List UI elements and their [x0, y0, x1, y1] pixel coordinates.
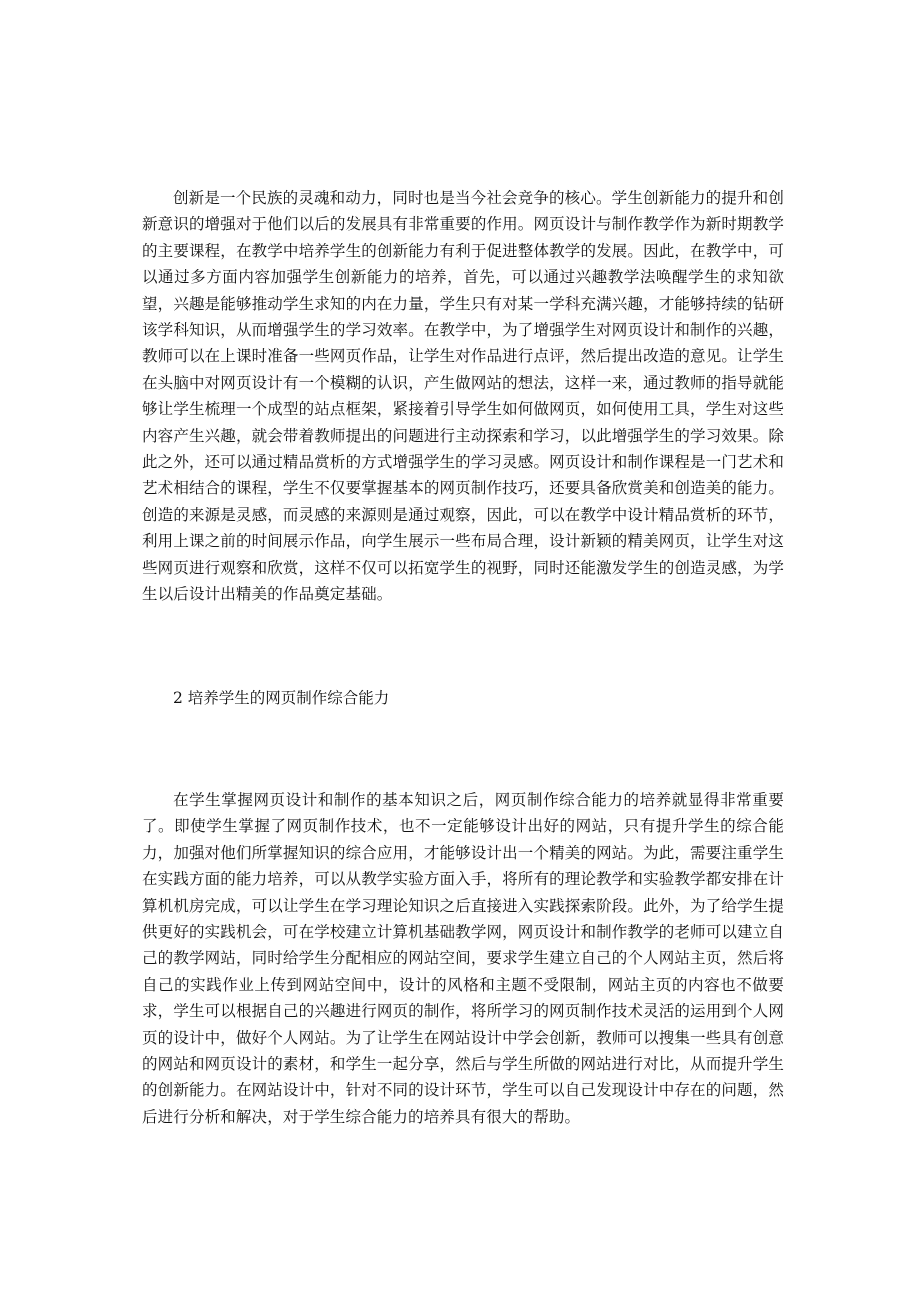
body-paragraph: 创新是一个民族的灵魂和动力，同时也是当今社会竞争的核心。学生创新能力的提升和创新意识的增强对于他们以后的发展具有非常重要的作用。网页设计与制作教学作为新时期教学的主要课程，在教学中培养学生的创新能力有利于促进整体教学的发展。因此，在教学中，可以通过多方面内容加强学生创新能力的培养，首先，可以通过兴趣教学法唤醒学生的求知欲望，兴趣是能够推动学生求知的内在力量，学生只有对某一学科充满兴趣，才能够持续的钻研该学科知识，从而增强学生的学习效率。在教学中，为了增强学生对网页设计和制作的兴趣，教师可以在上课时准备一些网页作品，让学生对作品进行点评，然后提出改造的意见。让学生在头脑中对网页设计有一个模糊的认识，产生做网站的想法，这样一来，通过教师的指导就能够让学生梳理一个成型的站点框架，紧接着引导学生如何做网页，如何使用工具，学生对这些内容产生兴趣，就会带着教师提出的问题进行主动探索和学习，以此增强学生的学习效果。除此之外，还可以通过精品赏析的方式增强学生的学习灵感。网页设计和制作课程是一门艺术和艺术相结合的课程，学生不仅要掌握基本的网页制作技巧，还要具备欣赏美和创造美的能力。创造的来源是灵感，而灵感的来源则是通过观察，因此，可以在教学中设计精品赏析的环节，利用上课之前的时间展示作品，向学生展示一些布局合理，设计新颖的精美网页，让学生对这些网页进行观察和欣赏，这样不仅可以拓宽学生的视野，同时还能激发学生的创造灵感，为学生以后设计出精美的作品奠定基础。: [142, 189, 784, 604]
section-heading: 2 培养学生的网页制作综合能力: [173, 689, 390, 707]
body-paragraph: 在学生掌握网页设计和制作的基本知识之后，网页制作综合能力的培养就显得非常重要了。即使学生掌握了网页制作技术，也不一定能够设计出好的网站，只有提升学生的综合能力，加强对他们所掌握知识的综合应用，才能够设计出一个精美的网站。为此，需要注重学生在实践方面的能力培养，可以从教学实验方面入手，将所有的理论教学和实验教学都安排在计算机机房完成，可以让学生在学习理论知识之后直接进入实践探索阶段。此外，为了给学生提供更好的实践机会，可在学校建立计算机基础教学网，网页设计和制作教学的老师可以建立自己的教学网站，同时给学生分配相应的网站空间，要求学生建立自己的个人网站主页，然后将自己的实践作业上传到网站空间中，设计的风格和主题不受限制，网站主页的内容也不做要求，学生可以根据自己的兴趣进行网页的制作，将所学习的网页制作技术灵活的运用到个人网页的设计中，做好个人网站。为了让学生在网站设计中学会创新，教师可以搜集一些具有创意的网站和网页设计的素材，和学生一起分享，然后与学生所做的网站进行对比，从而提升学生的创新能力。在网站设计中，针对不同的设计环节，学生可以自己发现设计中存在的问题，然后进行分析和解决，对于学生综合能力的培养具有很大的帮助。: [142, 791, 784, 1126]
